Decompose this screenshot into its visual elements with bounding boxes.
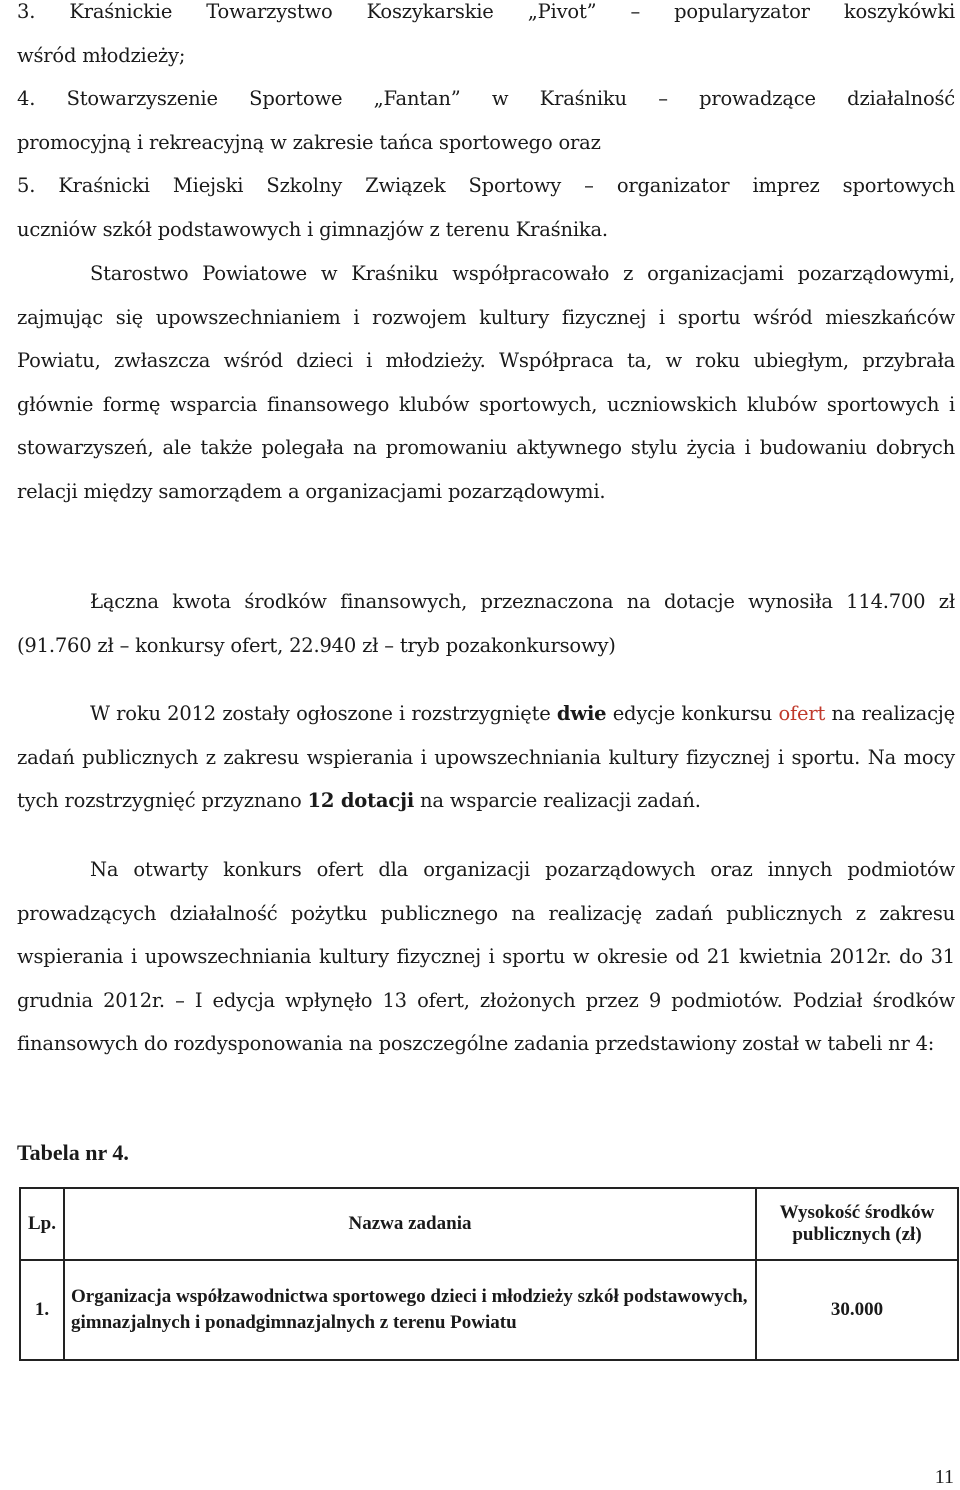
paragraph-text: Łączna kwota środków finansowych, przeznaczona na dotacje wynosiła 114.700 zł (91.760 zł – konkursy ofert, 22.940 zł – tryb pozakonkursowy) (17, 590, 955, 657)
list-text-continued: promocyjną i rekreacyjną w zakresie tańca sportowego oraz (17, 130, 601, 154)
paragraph-text: Starostwo Powiatowe w Kraśniku współpracowało z organizacjami pozarządowymi, zajmując się upowszechnianiem i rozwojem kultury fizycznej i sportu wśród mieszkańców Powiatu, zwłaszcza wśród dzieci i młodzieży. Współpraca ta, w roku ubiegłym, przybrała głównie formę wsparcia finansowego klubów sportowych, uczniowskich klubów sportowych i stowarzyszeń, ale także polegała na promowaniu aktywnego stylu życia i budowaniu dobrych relacji między samorządem a organizacjami pozarządowymi. (17, 262, 955, 503)
cell-lp: 1. (20, 1260, 64, 1360)
paragraph-contest (17, 848, 955, 1066)
bold-count: dwie (556, 702, 607, 725)
list-item-5 (17, 164, 955, 251)
header-lp: Lp. (20, 1188, 64, 1260)
header-amount: Wysokość środków publicznych (zł) (756, 1188, 958, 1260)
paragraph-total-amount (17, 580, 955, 667)
table-title: Tabela nr 4. (17, 1140, 129, 1165)
list-text: Kraśnickie Towarzystwo Koszykarskie „Pivot” – popularyzator koszykówki (69, 0, 956, 23)
cell-amount: 30.000 (756, 1260, 958, 1360)
list-number: 5. (17, 174, 36, 197)
list-text-continued: wśród młodzieży; (17, 43, 186, 67)
cell-task-name: Organizacja współzawodnictwa sportowego dzieci i młodzieży szkół podstawowych, gimnazjalnych i ponadgimnazjalnych z terenu Powiatu (64, 1260, 756, 1360)
list-item-3 (17, 0, 955, 77)
table-header-row (20, 1188, 958, 1260)
page-number: 11 (934, 1466, 954, 1488)
list-text-continued: uczniów szkół podstawowych i gimnazjów z terenu Kraśnika. (17, 217, 608, 241)
table-row (20, 1260, 958, 1360)
list-text: Kraśnicki Miejski Szkolny Związek Sportowy – organizator imprez sportowych (58, 174, 955, 197)
bold-grants: 12 dotacji (307, 789, 415, 812)
list-number: 3. (17, 0, 36, 23)
paragraph-cooperation (17, 252, 955, 513)
funding-table (19, 1187, 959, 1361)
list-number: 4. (17, 87, 36, 110)
list-text: Stowarzyszenie Sportowe „Fantan” w Kraśniku – prowadzące działalność (66, 87, 956, 110)
red-word: ofert (778, 702, 826, 725)
header-task-name: Nazwa zadania (64, 1188, 756, 1260)
paragraph-2012-contests: W roku 2012 zostały ogłoszone i rozstrzygnięte dwie edycje konkursu ofert na realizację zadań publicznych z zakresu wspierania i upowszechniania kultury fizycznej i sportu. Na mocy tych rozstrzygnięć przyznano 12 dotacji na wsparcie realizacji zadań. (17, 702, 955, 812)
list-item-4 (17, 77, 955, 164)
paragraph-text: Na otwarty konkurs ofert dla organizacji pozarządowych oraz innych podmiotów prowadzących działalność pożytku publicznego na realizację zadań publicznych z zakresu wspierania i upowszechniania kultury fizycznej i sportu w okresie od 21 kwietnia 2012r. do 31 grudnia 2012r. – I edycja wpłynęło 13 ofert, złożonych przez 9 podmiotów. Podział środków finansowych do rozdysponowania na poszczególne zadania przedstawiony został w tabeli nr 4: (17, 858, 955, 1055)
